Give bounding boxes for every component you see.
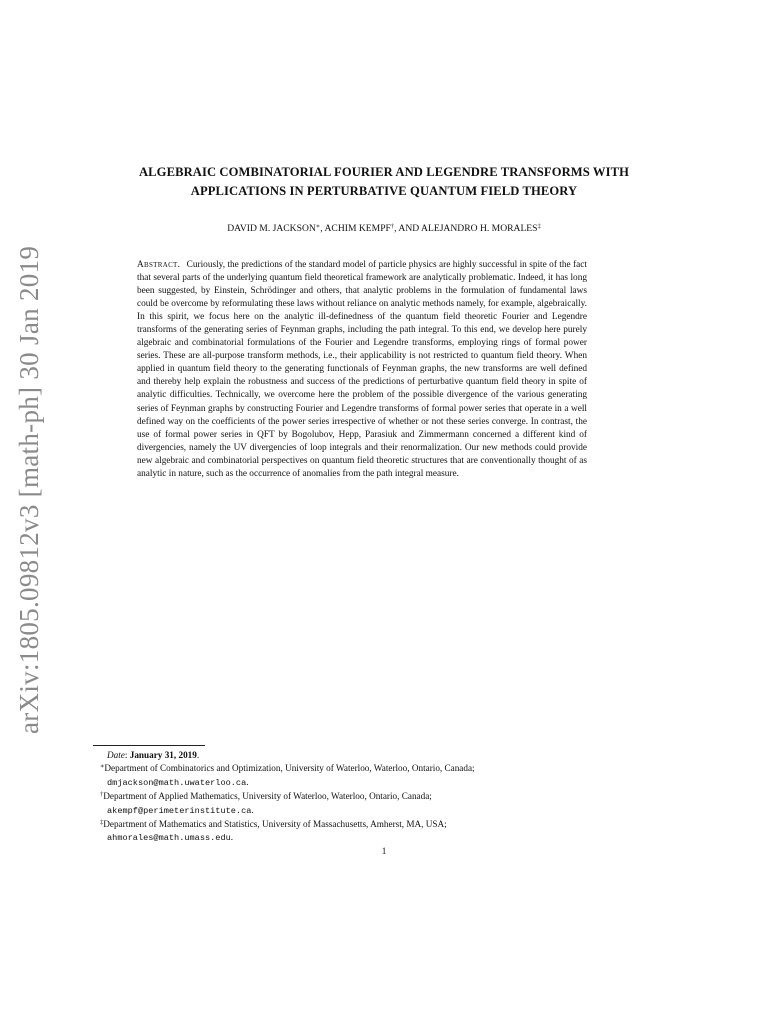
footnote-email-2 bbox=[100, 804, 660, 818]
email-1-end: . bbox=[246, 776, 249, 787]
author-jackson: DAVID M. JACKSON bbox=[227, 223, 316, 234]
page-number: 1 bbox=[381, 846, 387, 856]
footnotes bbox=[100, 749, 660, 846]
email-2-end: . bbox=[251, 804, 254, 815]
date-end: . bbox=[196, 750, 200, 760]
footnote-mark-3: ‡ bbox=[100, 819, 104, 827]
footnote-affiliation-3 bbox=[100, 818, 660, 831]
author-mark-3: ‡ bbox=[537, 223, 541, 230]
title-line-2: APPLICATIONS IN PERTURBATIVE QUANTUM FIELD THEORY bbox=[190, 184, 578, 198]
author-separator-1: , bbox=[320, 223, 325, 234]
arxiv-identifier-stamp: arXiv:1805.09812v3 [math-ph] 30 Jan 2019 bbox=[14, 245, 44, 734]
footnote-affiliation-1 bbox=[100, 762, 660, 775]
author-kempf: ACHIM KEMPF bbox=[324, 223, 391, 234]
footnote-date bbox=[100, 749, 660, 762]
affiliation-2: Department of Applied Mathematics, University of Waterloo, Waterloo, Ontario, Canada; bbox=[103, 791, 432, 802]
author-list bbox=[100, 222, 668, 236]
author-mark-1: ∗ bbox=[315, 223, 321, 230]
affiliation-3: Department of Mathematics and Statistics, University of Massachusetts, Amherst, MA, USA; bbox=[103, 819, 447, 830]
date-value: January 31, 2019 bbox=[129, 750, 197, 760]
author-mark-2: † bbox=[390, 223, 395, 230]
footnote-affiliation-2 bbox=[100, 790, 660, 803]
email-morales[interactable]: ahmorales@math.umass.edu bbox=[107, 833, 231, 844]
affiliation-1: Department of Combinatorics and Optimization, University of Waterloo, Waterloo, Ontario, Canada; bbox=[104, 763, 475, 774]
footnote-email-1 bbox=[100, 776, 660, 790]
abstract bbox=[137, 259, 587, 481]
title-line-1: ALGEBRAIC COMBINATORIAL FOURIER AND LEGENDRE TRANSFORMS WITH bbox=[138, 165, 629, 179]
abstract-text: Curiously, the predictions of the standard model of particle physics are highly successful in spite of the fact that several parts of the underlying quantum field theoretical framework are analytically problematic. Indeed, it has long been suggested, by Einstein, Schrödinger and others, that analytic problems in the formulation of fundamental laws could be overcome by reformulating these laws without reliance on analytic methods namely, for example, algebraically. In this spirit, we focus here on the analytic ill-definedness of the quantum field theoretic Fourier and Legendre transforms of the generating series of Feynman graphs, including the path integral. To this end, we develop here purely algebraic and combinatorial formulations of the Fourier and Legendre transforms, employing rings of formal power series. These are all-purpose transform methods, i.e., their applicability is not restricted to quantum field theory. When applied in quantum field theory to the generating functionals of Feynman graphs, the new transforms are well defined and thereby help explain the robustness and success of the predictions of perturbative quantum field theory in spite of analytic difficulties. Technically, we overcome here the problem of the possible divergence of the various generating series of Feynman graphs by constructing Fourier and Legendre transforms of formal power series that operate in a well defined way on the coefficients of the power series irrespective of whether or not these series converge. In contrast, the use of formal power series in QFT by Bogolubov, Hepp, Parasiuk and Zimmermann concerned a different kind of divergencies, namely the UV divergencies of loop integrals and their renormalization. Our new methods could provide new algebraic and combinatorial perspectives on quantum field theoretic structures that are conventionally thought of as analytic in nature, such as the occurrence of anomalies from the path integral measure. bbox=[137, 260, 587, 479]
footnote-mark-2: † bbox=[100, 791, 104, 799]
abstract-label: Abstract. bbox=[137, 260, 181, 270]
email-kempf[interactable]: akempf@perimeterinstitute.ca bbox=[107, 805, 252, 816]
footnote-email-3 bbox=[100, 831, 660, 845]
email-jackson[interactable]: dmjackson@math.uwaterloo.ca bbox=[107, 777, 247, 788]
date-colon: : bbox=[124, 750, 130, 760]
author-morales: ALEJANDRO H. MORALES bbox=[421, 223, 538, 234]
paper-title bbox=[100, 163, 668, 201]
date-label: Date bbox=[107, 750, 125, 760]
footnote-mark-1: ∗ bbox=[100, 763, 105, 771]
email-3-end: . bbox=[230, 832, 234, 843]
author-separator-2: , AND bbox=[394, 223, 422, 234]
footnote-rule bbox=[93, 745, 205, 746]
